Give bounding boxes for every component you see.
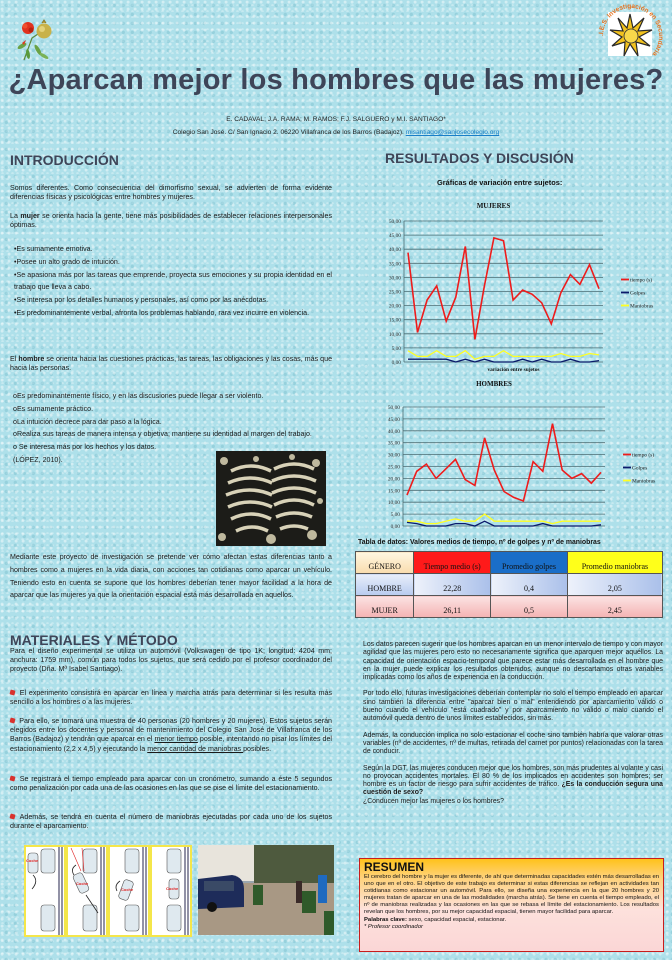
question-bold: ¿Es la conducción segura una cuestión de sexo?	[363, 781, 664, 797]
table-header-row	[356, 552, 663, 574]
y-tick-label: 35,00	[388, 261, 401, 268]
results-table	[355, 551, 663, 618]
list-item: •Se interesa por los detalles humanos y personales, así como por las anécdotas.	[14, 296, 269, 305]
keyword-mujer: mujer	[20, 212, 40, 220]
legend-label: tiempo (s)	[630, 277, 653, 284]
red-bullet-icon	[9, 717, 15, 723]
list-item: •Es sumamente emotiva.	[14, 245, 93, 253]
y-tick-label: 0,00	[391, 360, 401, 366]
results-heading: RESULTADOS Y DISCUSIÓN	[385, 150, 574, 166]
text: se orienta hacia las cuestiones prácticas, las tareas, las obligaciones y las cosas, más que hacia las personas.	[10, 355, 333, 373]
charts-subheading: Gráficas de variación entre sujetos:	[437, 178, 563, 187]
table-cell: MUJER	[356, 596, 414, 618]
y-tick-label: 15,00	[388, 317, 401, 324]
methods-paragraph-5	[10, 813, 332, 831]
table-row	[356, 596, 663, 618]
discussion-paragraph: Además, la conducción implica no solo estacionar el coche sino también habría que valorar otras variables (nº de accidentes, nº de multas, retirada del carnet por puntos) relacionadas con la tarea de conducir.	[363, 731, 663, 756]
y-tick-label: 20,00	[387, 476, 400, 483]
car-label: Coche	[166, 886, 179, 891]
y-tick-label: 25,00	[387, 464, 400, 471]
text: La	[10, 212, 21, 220]
text: Para ello, se tomará una muestra de 40 personas (20 hombres y 20 mujeres). Estos sujetos serán elegidos entre los docentes y personal de mantenimiento del Colegio San José de Villafranca de los Barros (Badajoz) y tendrán que aparcar en el	[10, 717, 332, 744]
methods-paragraph-3	[10, 717, 332, 754]
table-cell: 2,05	[567, 574, 662, 596]
escher-bond-of-union-image	[216, 451, 326, 546]
text: se orienta hacia la gente, tiene más posibilidades de establecer relaciones interpersonales óptimas.	[10, 212, 332, 230]
y-tick-label: 35,00	[387, 440, 400, 447]
intro-heading: INTRODUCCIÓN	[10, 152, 119, 168]
text: ¿Conducen mejor las mujeres o los hombres?	[363, 797, 504, 805]
text: Además, se tendrá en cuenta el número de maniobras ejecutadas por cada uno de los sujetos durante el aparcamiento.	[10, 813, 332, 831]
email-link[interactable]: misantiago@sanjosecolegio.org	[405, 129, 500, 136]
citation: (LÓPEZ, 2010).	[13, 455, 63, 464]
table-cell: 26,11	[414, 596, 491, 618]
series-line-maniobras	[408, 351, 599, 360]
table-cell: 0,4	[491, 574, 568, 596]
table-cell: 2,45	[567, 596, 662, 618]
underlined-text: menor cantidad de maniobras	[147, 744, 244, 753]
chart-title: HOMBRES	[476, 380, 512, 388]
women-traits-list	[14, 243, 332, 320]
intro-paragraph-4: Mediante este proyecto de investigación se pretende ver cómo afectan estas diferencias tanto a hombres como a mujeres en la vida diaria, con acciones tan cotidianas como aparcar un vehículo. Teniendo esto en cuenta se supone que los hombres deberían tener mayor facilidad a la hora de aparcar que las mujeres ya que la orientación espacial está más desarrollada en aquellos.	[10, 553, 332, 600]
resumen-text: El cerebro del hombre y la mujer es diferente, de ahí que determinadas capacidades estén más desarrolladas en uno que en el otro. El objetivo de este trabajo es determinar si estas diferencias se reflejan en actividades tan cotidianas como estacionar un automóvil. Para ello, se diseña una experiencia en la que 20 hombres y 20 mujeres tratan de aparcar en una de las modalidades (marcha atrás). Se tiene en cuenta el tiempo empleado, el nº de maniobras realizadas y las ocasiones en las que se rebasa el límite del estacionamiento. Los resultados revelan que los hombres, por su mejor capacidad espacial, tienen mayor facilidad para aparcar.	[364, 874, 659, 916]
underlined-text: menor tiempo	[154, 735, 198, 744]
y-tick-label: 15,00	[387, 488, 400, 495]
text: Se registrará el tiempo empleado para aparcar con un cronómetro, sumando a éste 5 segundos como penalización por cada una de las ocasiones en las que se pise el límite del estacionamiento.	[10, 775, 332, 793]
car-label: Coche	[26, 858, 39, 863]
dgt-paragraph	[363, 765, 663, 806]
y-tick-label: 40,00	[388, 247, 401, 254]
y-tick-label: 50,00	[387, 405, 400, 411]
poster-title: ¿Aparcan mejor los hombres que las mujeres?	[8, 64, 664, 96]
list-item: •Es predominantemente verbal, afronta los problemas hablando, rara vez incurre en violencia.	[14, 308, 310, 317]
methods-heading: MATERIALES Y MÉTODO	[10, 632, 178, 648]
discussion-paragraph: Los datos parecen sugerir que los hombres aparcan en un menor intervalo de tiempo y con mayor agilidad que las mujeres pero esto no necesariamente significa que aparquen mejor aquéllos. La capacidad de orientación espacio-temporal que parece estar más desarrollada en el hombre que en la mujer puede explicar los resultados obtenidos, aunque no descartamos otras variables implicadas como los años de experiencia en la conducción.	[363, 641, 663, 682]
table-cell: 22,28	[414, 574, 491, 596]
red-bullet-icon	[9, 689, 15, 695]
text: posibles.	[243, 744, 272, 753]
y-tick-label: 40,00	[387, 428, 400, 435]
y-tick-label: 50,00	[388, 219, 401, 225]
table-row	[356, 574, 663, 596]
sun-logo	[596, 2, 666, 70]
methods-paragraph-2	[10, 689, 332, 707]
discussion	[363, 641, 663, 806]
table-cell: HOMBRE	[356, 574, 414, 596]
legend-label: Golpes	[632, 465, 648, 472]
methods-paragraph-1: Para el diseño experimental se utiliza un automóvil (Volkswagen de tipo 1K; longitud: 4204 mm; anchura: 1759 mm), común para todos los sujetos, que será cedido por el profesor coordinador del proyecto (Dña. Mª Isabel Santiago).	[10, 647, 332, 674]
authors: E. CADAVAL; J.A. RAMA; M. RAMOS; F.J. SALGUERO y M.I. SANTIAGO*	[226, 116, 446, 123]
keywords	[364, 917, 659, 924]
intro-paragraph-2	[10, 212, 332, 230]
list-item: •Posee un alto grado de intuición.	[14, 257, 120, 266]
legend-label: Maniobras	[632, 478, 656, 485]
y-tick-label: 30,00	[387, 452, 400, 459]
car-label: Coche	[121, 887, 134, 892]
sun-logo-text: .I.E.S. Investigación en Secundaria	[597, 2, 665, 58]
legend-label: Maniobras	[630, 303, 654, 310]
affiliation-text: Colegio San José. C/ San Ignacio 2. 06220 Villafranca de los Barros (Badajoz).	[172, 129, 404, 136]
text: El	[10, 355, 19, 363]
list-item: o Se interesa más por los hechos y los datos.	[13, 443, 157, 452]
table-cell: 0,5	[491, 596, 568, 618]
footnote: * Profesor coordinador	[364, 923, 423, 930]
legend-label: Golpes	[630, 290, 646, 297]
car-label: Coche	[76, 881, 89, 886]
keywords-text: sexo, capacidad espacial, estacionar.	[406, 916, 507, 923]
parking-experiment-photo	[198, 845, 334, 935]
table-header-cell: Tiempo medio (s)	[414, 552, 491, 574]
series-line-golpes	[408, 359, 599, 362]
y-tick-label: 10,00	[388, 331, 401, 338]
intro-paragraph-3	[10, 355, 332, 373]
resumen-box	[359, 858, 664, 952]
y-tick-label: 5,00	[391, 345, 401, 352]
legend-label: tiempo (s)	[632, 452, 655, 459]
y-tick-label: 30,00	[388, 275, 401, 282]
list-item: oRealiza sus tareas de manera intensa y objetiva; mantiene su identidad al margen del trabajo.	[13, 430, 312, 439]
y-tick-label: 45,00	[388, 233, 401, 240]
list-item: •Se apasiona más por las tareas que emprende, proyecta sus emociones y su propia identidad en el trabajo que lleva a cabo.	[14, 270, 332, 292]
text: El experimento consistirá en aparcar en línea y marcha atrás para determinar si les resulta más sencillo a los hombres o a las mujeres.	[10, 689, 332, 707]
methods-paragraph-4	[10, 775, 332, 793]
y-tick-label: 45,00	[387, 416, 400, 423]
pomegranate-logo	[14, 16, 58, 62]
table-header-cell: Promedio maniobras	[567, 552, 662, 574]
y-tick-label: 0,00	[390, 524, 400, 530]
parking-maneuver-diagram	[24, 845, 192, 937]
intro-paragraph-1: Somos diferentes. Como consecuencia del dimorfismo sexual, se advierten de forma evidente diferencias físicas y psicológicas entre hombres y mujeres.	[10, 184, 332, 202]
x-axis-label: variación entre sujetos	[487, 367, 540, 373]
table-header-cell: GÉNERO	[356, 552, 414, 574]
chart-mujeres	[355, 196, 672, 376]
series-line-maniobras	[407, 514, 601, 524]
chart-title: MUJERES	[476, 202, 511, 210]
red-bullet-icon	[9, 813, 15, 819]
y-tick-label: 25,00	[388, 289, 401, 296]
y-tick-label: 5,00	[390, 512, 400, 519]
text: posible, intentando no pisar los límites del estacionamiento (2,2 x 4,5) y ejecutando la	[10, 735, 332, 753]
list-item: oLa intuición decrece para dar paso a la lógica.	[13, 417, 162, 426]
discussion-paragraph: Por todo ello, futuras investigaciones deberían contemplar no solo el tiempo empleado en aparcar sino también la diferencia entre "aparcar bien o mal" entendiendo por aparcamiento válido o bueno cuando el vehículo "está cuadrado" y por aparcamiento no válido o malo cuando el automóvil queda dentro de unos límites establecidos, sin más.	[363, 690, 663, 723]
affiliation	[0, 129, 672, 136]
red-bullet-icon	[9, 775, 15, 781]
series-line-tiempo	[407, 424, 601, 501]
table-caption: Tabla de datos: Valores medios de tiempo, nº de golpes y nº de maniobras	[358, 539, 601, 546]
keywords-label: Palabras clave:	[364, 916, 407, 923]
text: Según la DGT, las mujeres conducen mejor que los hombres, son más prudentes al volante y casi no provocan accidentes mortales. El 80 % de los implicados en accidentes son hombres; ser hombre es un factor de riesgo para sufrir accidentes de tráfico.	[363, 764, 663, 789]
list-item: oEs sumamente práctico.	[13, 404, 94, 413]
table-header-cell: Promedio golpes	[491, 552, 568, 574]
resumen-heading: RESUMEN	[364, 860, 425, 874]
chart-hombres	[355, 376, 672, 534]
series-line-tiempo	[408, 238, 599, 340]
y-tick-label: 20,00	[388, 303, 401, 310]
keyword-hombre: hombre	[18, 355, 45, 363]
y-tick-label: 10,00	[387, 500, 400, 507]
list-item: oEs predominantemente físico, y en las discusiones puede llegar a ser violento.	[13, 392, 264, 400]
